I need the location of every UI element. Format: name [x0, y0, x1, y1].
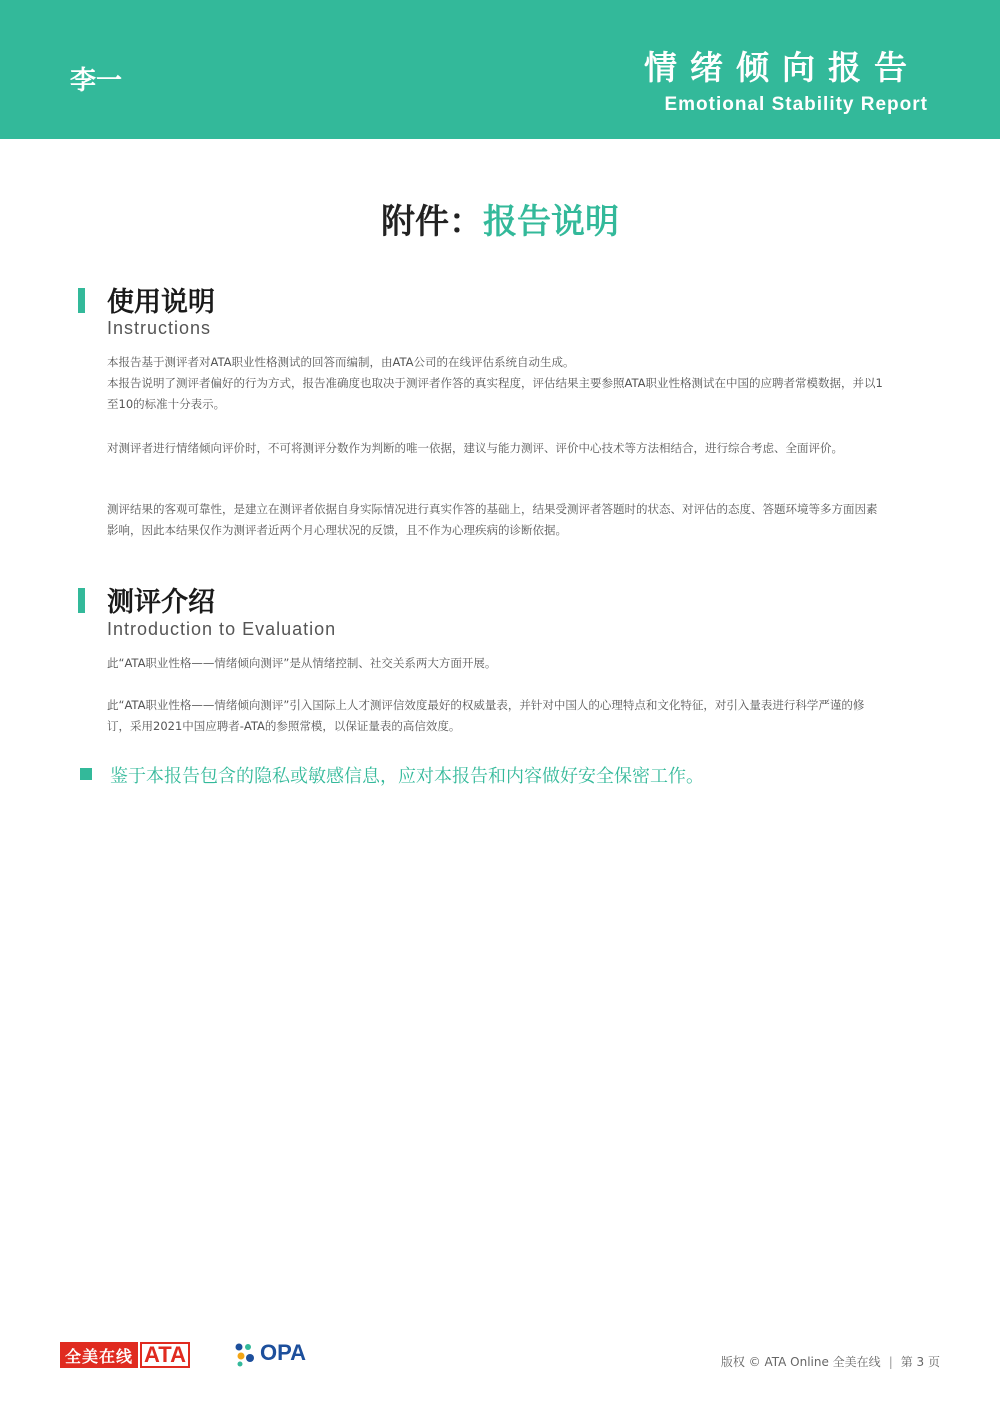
ata-logo-cn: 全美在线 — [60, 1342, 138, 1368]
copyright-text: 版权 © ATA Online 全美在线 — [720, 1355, 881, 1369]
page-title-accent: 报告说明 — [483, 202, 619, 242]
section-paragraph: 此“ATA职业性格——情绪倾向测评”引入国际上人才测评信效度最好的权威量表，并针对中国人的心理特点和文化特征，对引入量表进行科学严谨的修订，采用2021中国应聘者-ATA的参照常模，以保证量表的高信效度。 — [107, 698, 865, 733]
page-title — [0, 194, 1000, 243]
report-subtitle: Emotional Stability Report — [664, 94, 928, 115]
opa-logo-text: OPA — [260, 1340, 307, 1365]
report-header — [0, 0, 1000, 139]
opa-dots-icon — [234, 1342, 258, 1368]
notice-marker — [80, 768, 92, 780]
opa-logo — [234, 1340, 324, 1372]
report-title: 情绪倾向报告 — [644, 48, 920, 87]
section-paragraph: 测评结果的客观可靠性，是建立在测评者依据自身实际情况进行真实作答的基础上，结果受测评者答题时的状态、对评估的态度、答题环境等多方面因素影响，因此本结果仅作为测评者近两个月心理状况的反馈，且不作为心理疾病的诊断依据。 — [107, 502, 878, 537]
section-title: 使用说明 — [107, 287, 215, 318]
section-title-en: Introduction to Evaluation — [107, 619, 337, 639]
ata-logo-text: ATA — [140, 1342, 190, 1368]
section-marker — [78, 288, 85, 313]
footer-separator: | — [888, 1355, 893, 1369]
section-title-en: Instructions — [107, 318, 212, 338]
candidate-name: 李一 — [70, 66, 123, 96]
confidentiality-notice: 鉴于本报告包含的隐私或敏感信息，应对本报告和内容做好安全保密工作。 — [110, 766, 704, 787]
page-title-prefix: 附件： — [381, 202, 483, 242]
section-marker — [78, 588, 85, 613]
page-number: 第 3 页 — [900, 1355, 940, 1369]
footer-info — [721, 1353, 940, 1370]
section-title: 测评介绍 — [107, 587, 215, 618]
section-paragraph: 对测评者进行情绪倾向评价时，不可将测评分数作为判断的唯一依据，建议与能力测评、评价中心技术等方法相结合，进行综合考虑、全面评价。 — [107, 441, 843, 455]
ata-logo — [60, 1342, 213, 1368]
section-paragraph: 本报告基于测评者对ATA职业性格测试的回答而编制，由ATA公司的在线评估系统自动生成。 本报告说明了测评者偏好的行为方式，报告准确度也取决于测评者作答的真实程度，评估结果主要参照ATA职业性格测试在中国的应聘者常模数据，并以1至10的标准十分表示。 — [107, 355, 883, 411]
section-paragraph: 此“ATA职业性格——情绪倾向测评”是从情绪控制、社交关系两大方面开展。 — [107, 656, 497, 670]
